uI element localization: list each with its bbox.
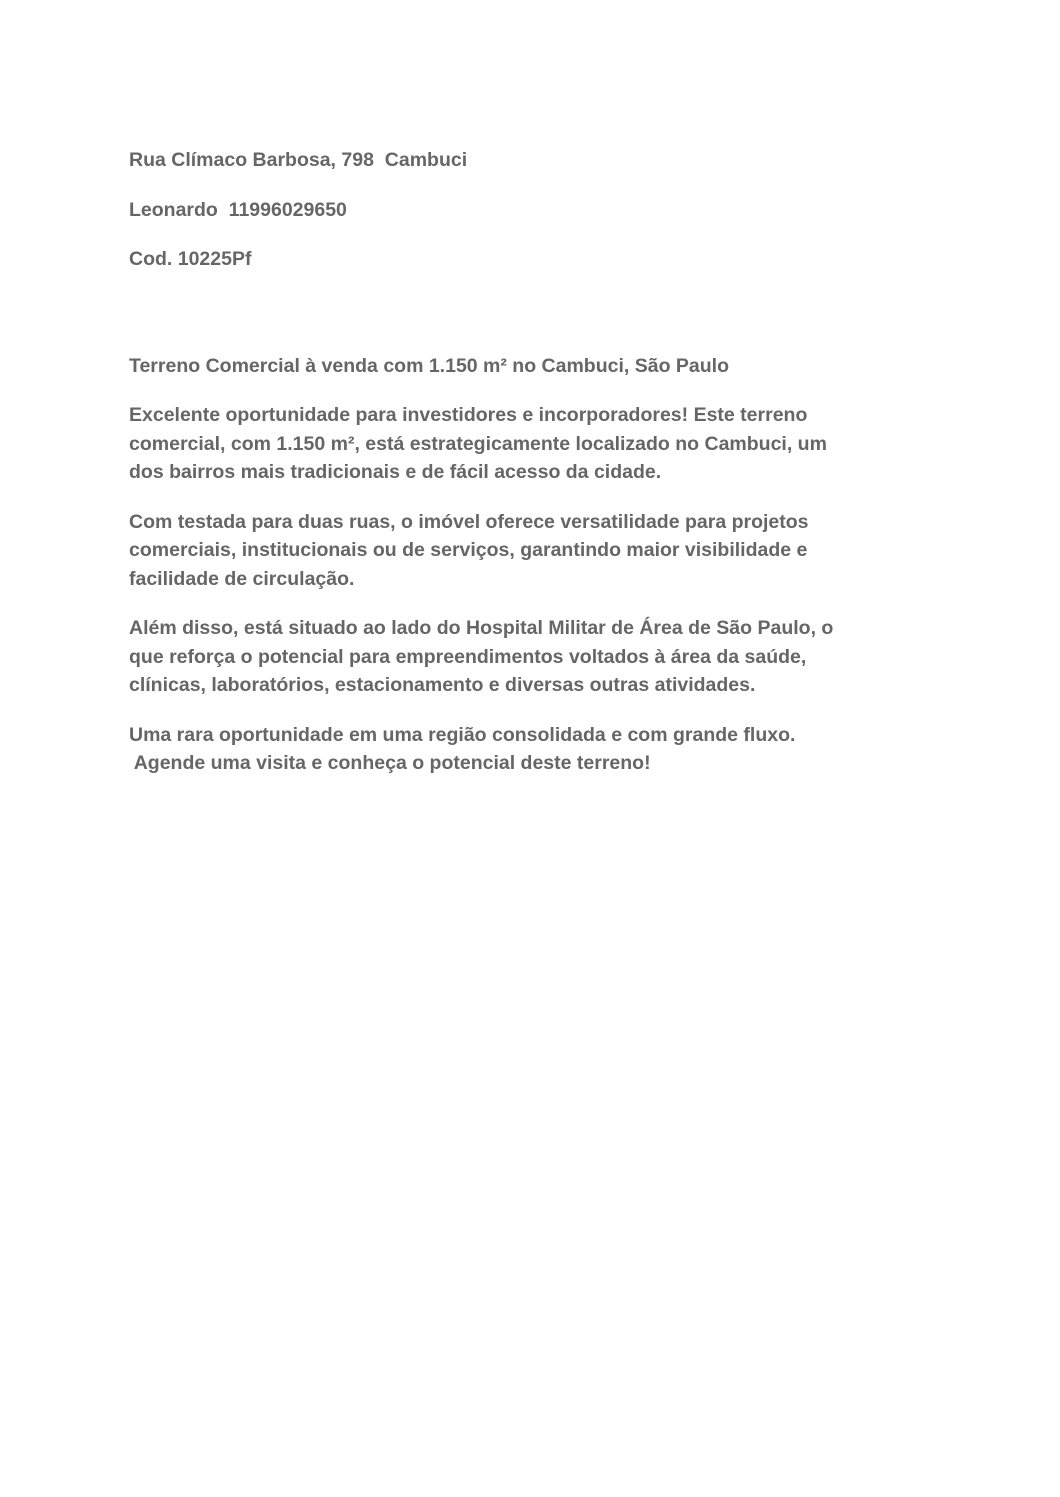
contact-line: Leonardo 11996029650 [129, 198, 347, 221]
paragraph-line: clínicas, laboratórios, estacionamento e diversas outras atividades. [129, 674, 756, 696]
paragraph-closing [129, 721, 919, 778]
listing-title: Terreno Comercial à venda com 1.150 m² no Cambuci, São Paulo [129, 354, 729, 377]
paragraph-line: Excelente oportunidade para investidores e incorporadores! Este terreno [129, 404, 808, 426]
paragraph-line: comercial, com 1.150 m², está estrategicamente localizado no Cambuci, um [129, 432, 827, 455]
paragraph-intro [129, 401, 919, 487]
paragraph-location [129, 614, 919, 700]
paragraph-line: dos bairros mais tradicionais e de fácil acesso da cidade. [129, 461, 662, 483]
paragraph-line: comerciais, institucionais ou de serviços, garantindo maior visibilidade e [129, 539, 808, 561]
address-line: Rua Clímaco Barbosa, 798 Cambuci [129, 149, 468, 171]
paragraph-frontage [129, 508, 919, 594]
paragraph-line: facilidade de circulação. [129, 567, 355, 590]
paragraph-line: Uma rara oportunidade em uma região consolidada e com grande fluxo. [129, 723, 796, 746]
paragraph-line: Agende uma visita e conheça o potencial deste terreno! [129, 752, 651, 774]
paragraph-line: Com testada para duas ruas, o imóvel oferece versatilidade para projetos [129, 510, 809, 533]
code-line: Cod. 10225Pf [129, 248, 252, 270]
paragraph-line: que reforça o potencial para empreendimentos voltados à área da saúde, [129, 645, 807, 668]
document-content [129, 146, 919, 799]
paragraph-line: Além disso, está situado ao lado do Hospital Militar de Área de São Paulo, o [129, 617, 834, 639]
